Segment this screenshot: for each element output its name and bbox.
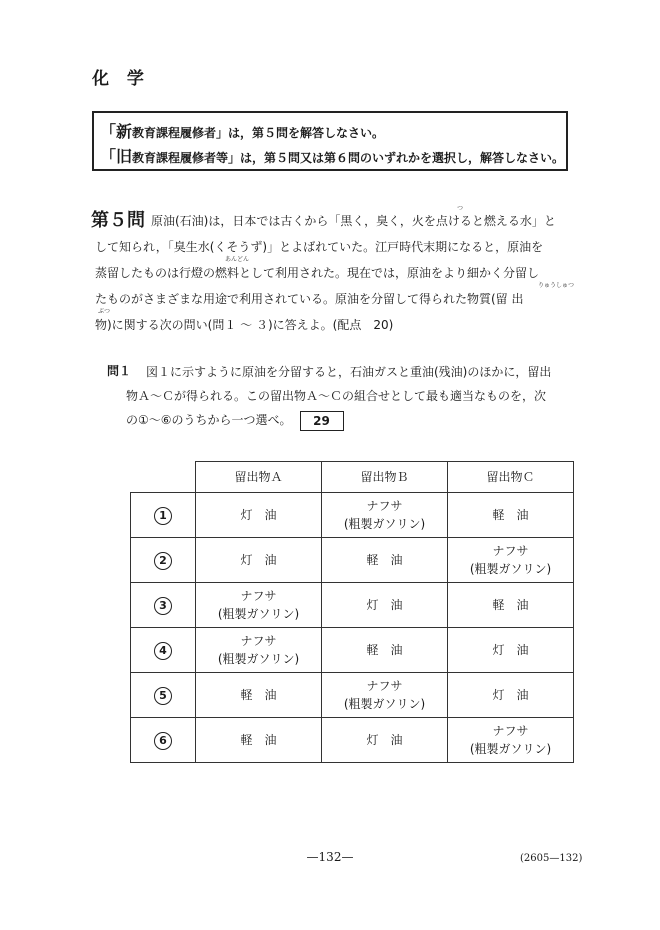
choice-number[interactable]: 3	[154, 597, 172, 615]
cell-text: 軽 油	[240, 688, 277, 702]
table-row	[131, 718, 574, 763]
notice-box	[92, 111, 568, 171]
cell-text: ナフサ	[366, 679, 403, 693]
notice-new-text: 教育課程履修者」は，第５問を解答しなさい。	[132, 126, 385, 140]
cell-text: ナフサ	[240, 634, 277, 648]
ruby-butsu: ぶつ	[98, 308, 111, 315]
table-row	[131, 538, 574, 583]
table-row	[131, 493, 574, 538]
header-c: 留出物Ｃ	[448, 462, 574, 493]
ruby-tsu: つ	[457, 205, 464, 212]
choice-number-cell	[131, 673, 196, 718]
choice-number-cell	[131, 718, 196, 763]
header-b: 留出物Ｂ	[322, 462, 448, 493]
cell-c	[448, 493, 574, 538]
cell-c	[448, 673, 574, 718]
table-header-row	[131, 462, 574, 493]
page-number: —132—	[306, 850, 354, 864]
table-row	[131, 628, 574, 673]
cell-b	[322, 628, 448, 673]
cell-b	[322, 538, 448, 583]
cell-b	[322, 673, 448, 718]
cell-c	[448, 538, 574, 583]
cell-a	[196, 673, 322, 718]
ruby-ryushutsu: りゅうしゅつ	[538, 282, 575, 289]
cell-text: 軽 油	[492, 598, 529, 612]
question5-line: 原油(石油)は，日本では古くから「黒く，臭く，火を点けると燃える水」と	[151, 214, 556, 228]
subject-title: 化 学	[92, 69, 150, 89]
cell-text: ナフサ	[366, 499, 403, 513]
cell-text: 灯 油	[240, 553, 277, 567]
cell-text: ナフサ	[240, 589, 277, 603]
cell-text: 軽 油	[492, 508, 529, 522]
choice-number-cell	[131, 538, 196, 583]
question5-heading: 第５問	[91, 210, 145, 231]
cell-b	[322, 493, 448, 538]
cell-c	[448, 718, 574, 763]
notice-new-mark: 「新	[100, 122, 133, 141]
cell-text: 灯 油	[366, 598, 403, 612]
choice-number-cell	[131, 583, 196, 628]
cell-text: 軽 油	[366, 643, 403, 657]
answer-box[interactable]: 29	[300, 411, 344, 431]
question1-line-text: の①～⑥のうちから一つ選べ。	[126, 413, 292, 427]
cell-a	[196, 493, 322, 538]
cell-text: 灯 油	[492, 688, 529, 702]
cell-text: (粗製ガソリン)	[343, 697, 426, 711]
table-row	[131, 583, 574, 628]
cell-text: (粗製ガソリン)	[469, 742, 552, 756]
choice-number[interactable]: 1	[154, 507, 172, 525]
question5-line: して知られ，「臭生水(くそうず)」とよばれていた。江戸時代末期になると，原油を	[95, 240, 544, 254]
cell-text: ナフサ	[492, 544, 529, 558]
question5-line: 物)に関する次の問い(問１ ～ ３)に答えよ。(配点 20)	[95, 318, 394, 332]
cell-text: (粗製ガソリン)	[469, 562, 552, 576]
cell-text: ナフサ	[492, 724, 529, 738]
table-corner	[131, 462, 196, 493]
choice-number-cell	[131, 493, 196, 538]
cell-text: 灯 油	[366, 733, 403, 747]
question1-line: 図１に示すように原油を分留すると，石油ガスと重油(残油)のほかに，留出	[146, 365, 552, 379]
question1-label: 問１	[107, 364, 132, 378]
cell-a	[196, 718, 322, 763]
cell-text: 灯 油	[492, 643, 529, 657]
choice-number[interactable]: 6	[154, 732, 172, 750]
question1-line	[126, 408, 586, 432]
cell-text: 軽 油	[240, 733, 277, 747]
notice-line-new	[100, 119, 566, 144]
cell-c	[448, 583, 574, 628]
choices-table	[130, 461, 574, 763]
cell-a	[196, 583, 322, 628]
question5-line: 蒸留したものは行燈の燃料として利用された。現在では，原油をより細かく分留し	[95, 266, 540, 280]
choice-number[interactable]: 5	[154, 687, 172, 705]
cell-a	[196, 628, 322, 673]
choice-number-cell	[131, 628, 196, 673]
question1-line: 物Ａ～Ｃが得られる。この留出物Ａ～Ｃの組合せとして最も適当なものを，次	[126, 389, 547, 403]
notice-old-text: 教育課程履修者等」は，第５問又は第６問のいずれかを選択し，解答しなさい。	[132, 151, 565, 165]
ruby-andon: あんどん	[225, 256, 250, 263]
cell-text: 軽 油	[366, 553, 403, 567]
question1-text	[126, 360, 586, 432]
cell-text: (粗製ガソリン)	[217, 652, 300, 666]
cell-text: (粗製ガソリン)	[343, 517, 426, 531]
question5-line: たものがさまざまな用途で利用されている。原油を分留して得られた物質(留 出	[95, 292, 524, 306]
notice-line-old	[100, 144, 566, 169]
cell-c	[448, 628, 574, 673]
cell-b	[322, 583, 448, 628]
cell-text: (粗製ガソリン)	[217, 607, 300, 621]
cell-a	[196, 538, 322, 583]
notice-old-mark: 「旧	[100, 147, 133, 166]
choice-number[interactable]: 4	[154, 642, 172, 660]
cell-text: 灯 油	[240, 508, 277, 522]
choice-number[interactable]: 2	[154, 552, 172, 570]
cell-b	[322, 718, 448, 763]
header-a: 留出物Ａ	[196, 462, 322, 493]
page-code: (2605—132)	[520, 853, 583, 864]
table-row	[131, 673, 574, 718]
